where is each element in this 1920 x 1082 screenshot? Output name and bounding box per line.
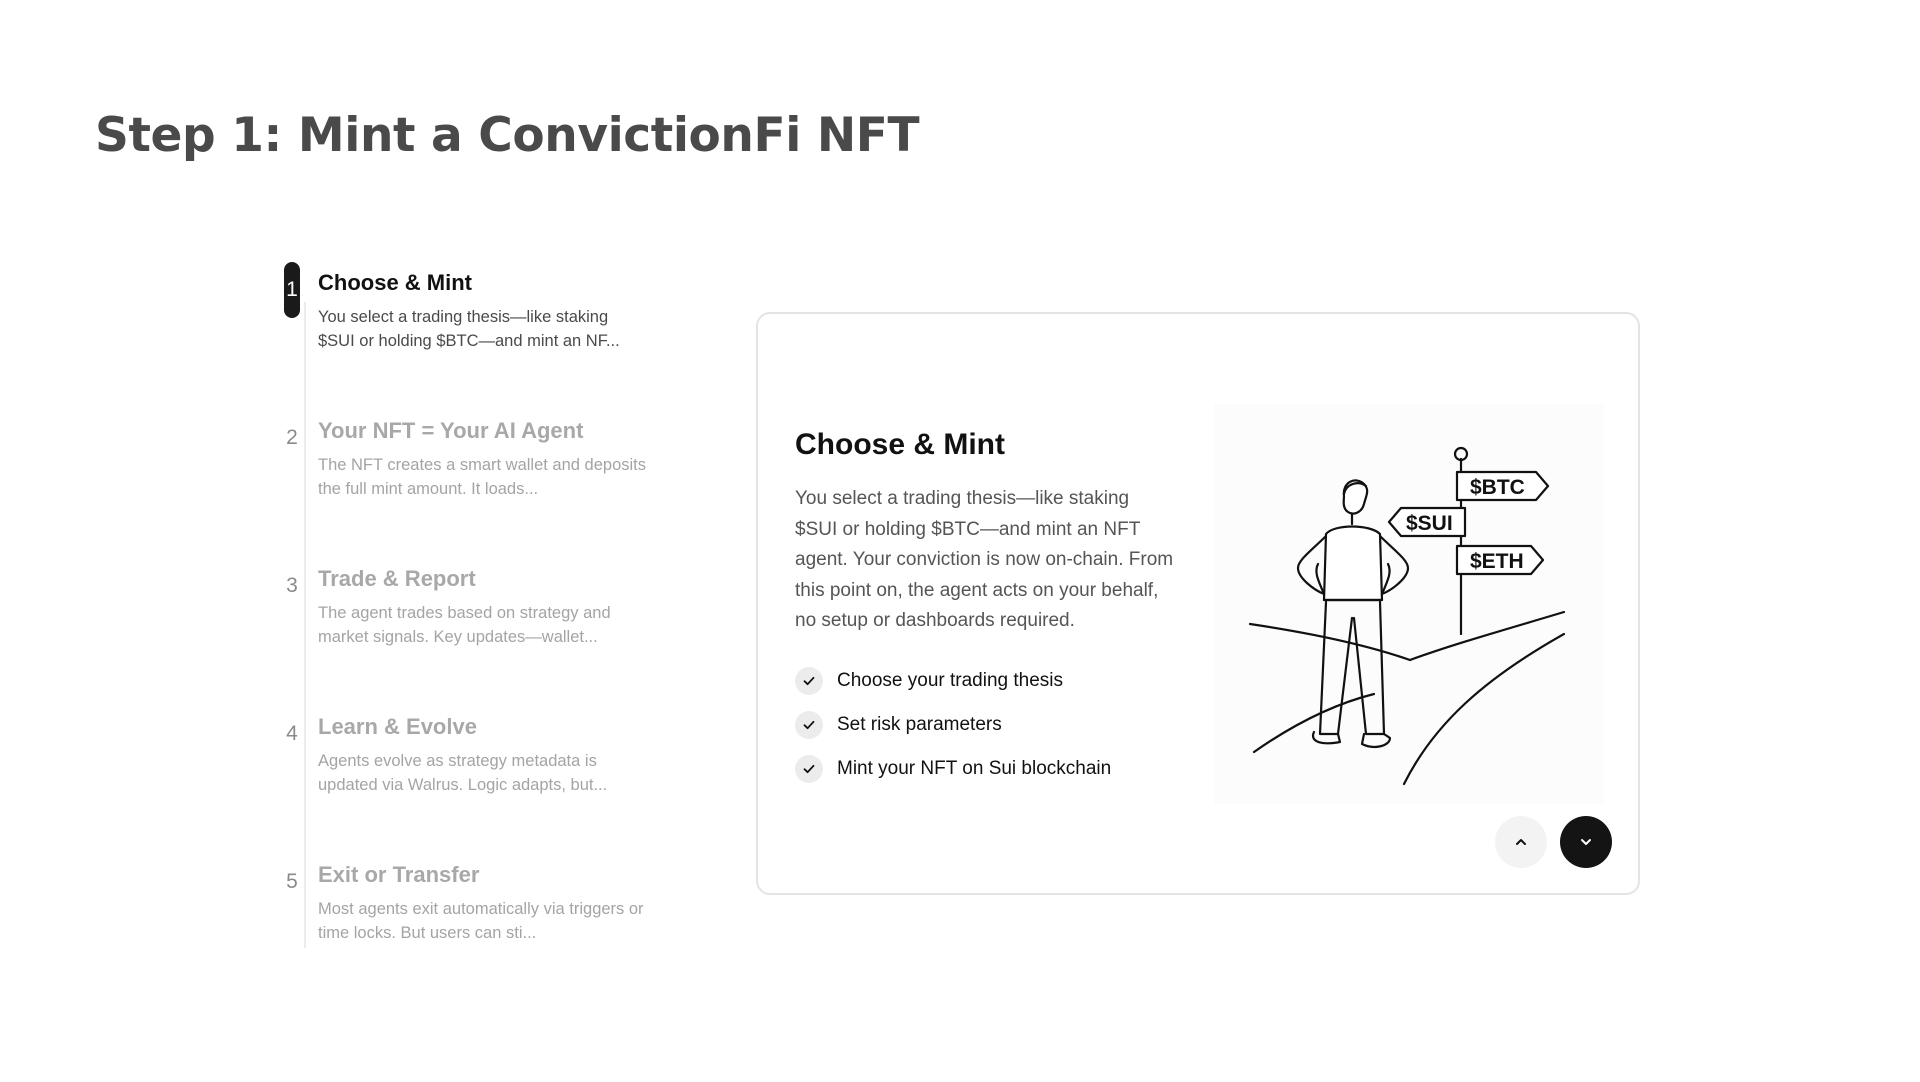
steps-list [284, 262, 654, 948]
step-title: Your NFT = Your AI Agent [318, 418, 584, 443]
checklist-item [795, 703, 1111, 747]
step-description: The NFT creates a smart wallet and deposits the full mint amount. It loads... [318, 456, 647, 498]
crossroads-illustration-svg [1214, 404, 1604, 804]
checklist [795, 659, 1111, 791]
check-icon [795, 755, 823, 783]
step-title: Trade & Report [318, 566, 476, 591]
btc-sign-label: $BTC [1470, 476, 1525, 499]
card-title: Choose & Mint [795, 428, 1005, 461]
check-icon [795, 667, 823, 695]
crossroads-illustration [1214, 404, 1604, 804]
step-title: Learn & Evolve [318, 714, 477, 739]
step-description: Most agents exit automatically via triggers or time locks. But users can sti... [318, 900, 644, 942]
previous-step-button[interactable] [1495, 816, 1547, 868]
checklist-item [795, 747, 1111, 791]
checklist-item-label: Set risk parameters [837, 714, 1002, 735]
step-number-badge: 5 [284, 854, 300, 910]
chevron-up-icon [1513, 834, 1529, 850]
chevron-down-icon [1578, 834, 1594, 850]
step-description: You select a trading thesis—like staking $SUI or holding $BTC—and mint an NF... [318, 308, 620, 350]
page-title: Step 1: Mint a ConvictionFi NFT [95, 108, 920, 163]
card-description: You select a trading thesis—like staking $SUI or holding $BTC—and mint an NFT agent. Your conviction is now on-chain. From this point on, the agent acts on your behalf, no setup or dashboards required. [795, 488, 1174, 631]
checklist-item-label: Choose your trading thesis [837, 670, 1064, 691]
checklist-item-label: Mint your NFT on Sui blockchain [837, 758, 1112, 779]
step-number-badge: 2 [284, 410, 300, 466]
next-step-button[interactable] [1560, 816, 1612, 868]
step-description: Agents evolve as strategy metadata is updated via Walrus. Logic adapts, but... [318, 752, 608, 794]
checklist-item [795, 659, 1111, 703]
step-number-badge: 3 [284, 558, 300, 614]
step-title: Choose & Mint [318, 270, 472, 295]
check-icon [795, 711, 823, 739]
steps-divider-line [304, 302, 306, 948]
step-number-badge: 1 [284, 262, 300, 318]
step-number-badge: 4 [284, 706, 300, 762]
eth-sign-label: $ETH [1470, 550, 1524, 573]
sui-sign-label: $SUI [1406, 512, 1453, 535]
step-description: The agent trades based on strategy and market signals. Key updates—wallet... [318, 604, 611, 646]
step-detail-card [756, 312, 1640, 895]
step-title: Exit or Transfer [318, 862, 480, 887]
